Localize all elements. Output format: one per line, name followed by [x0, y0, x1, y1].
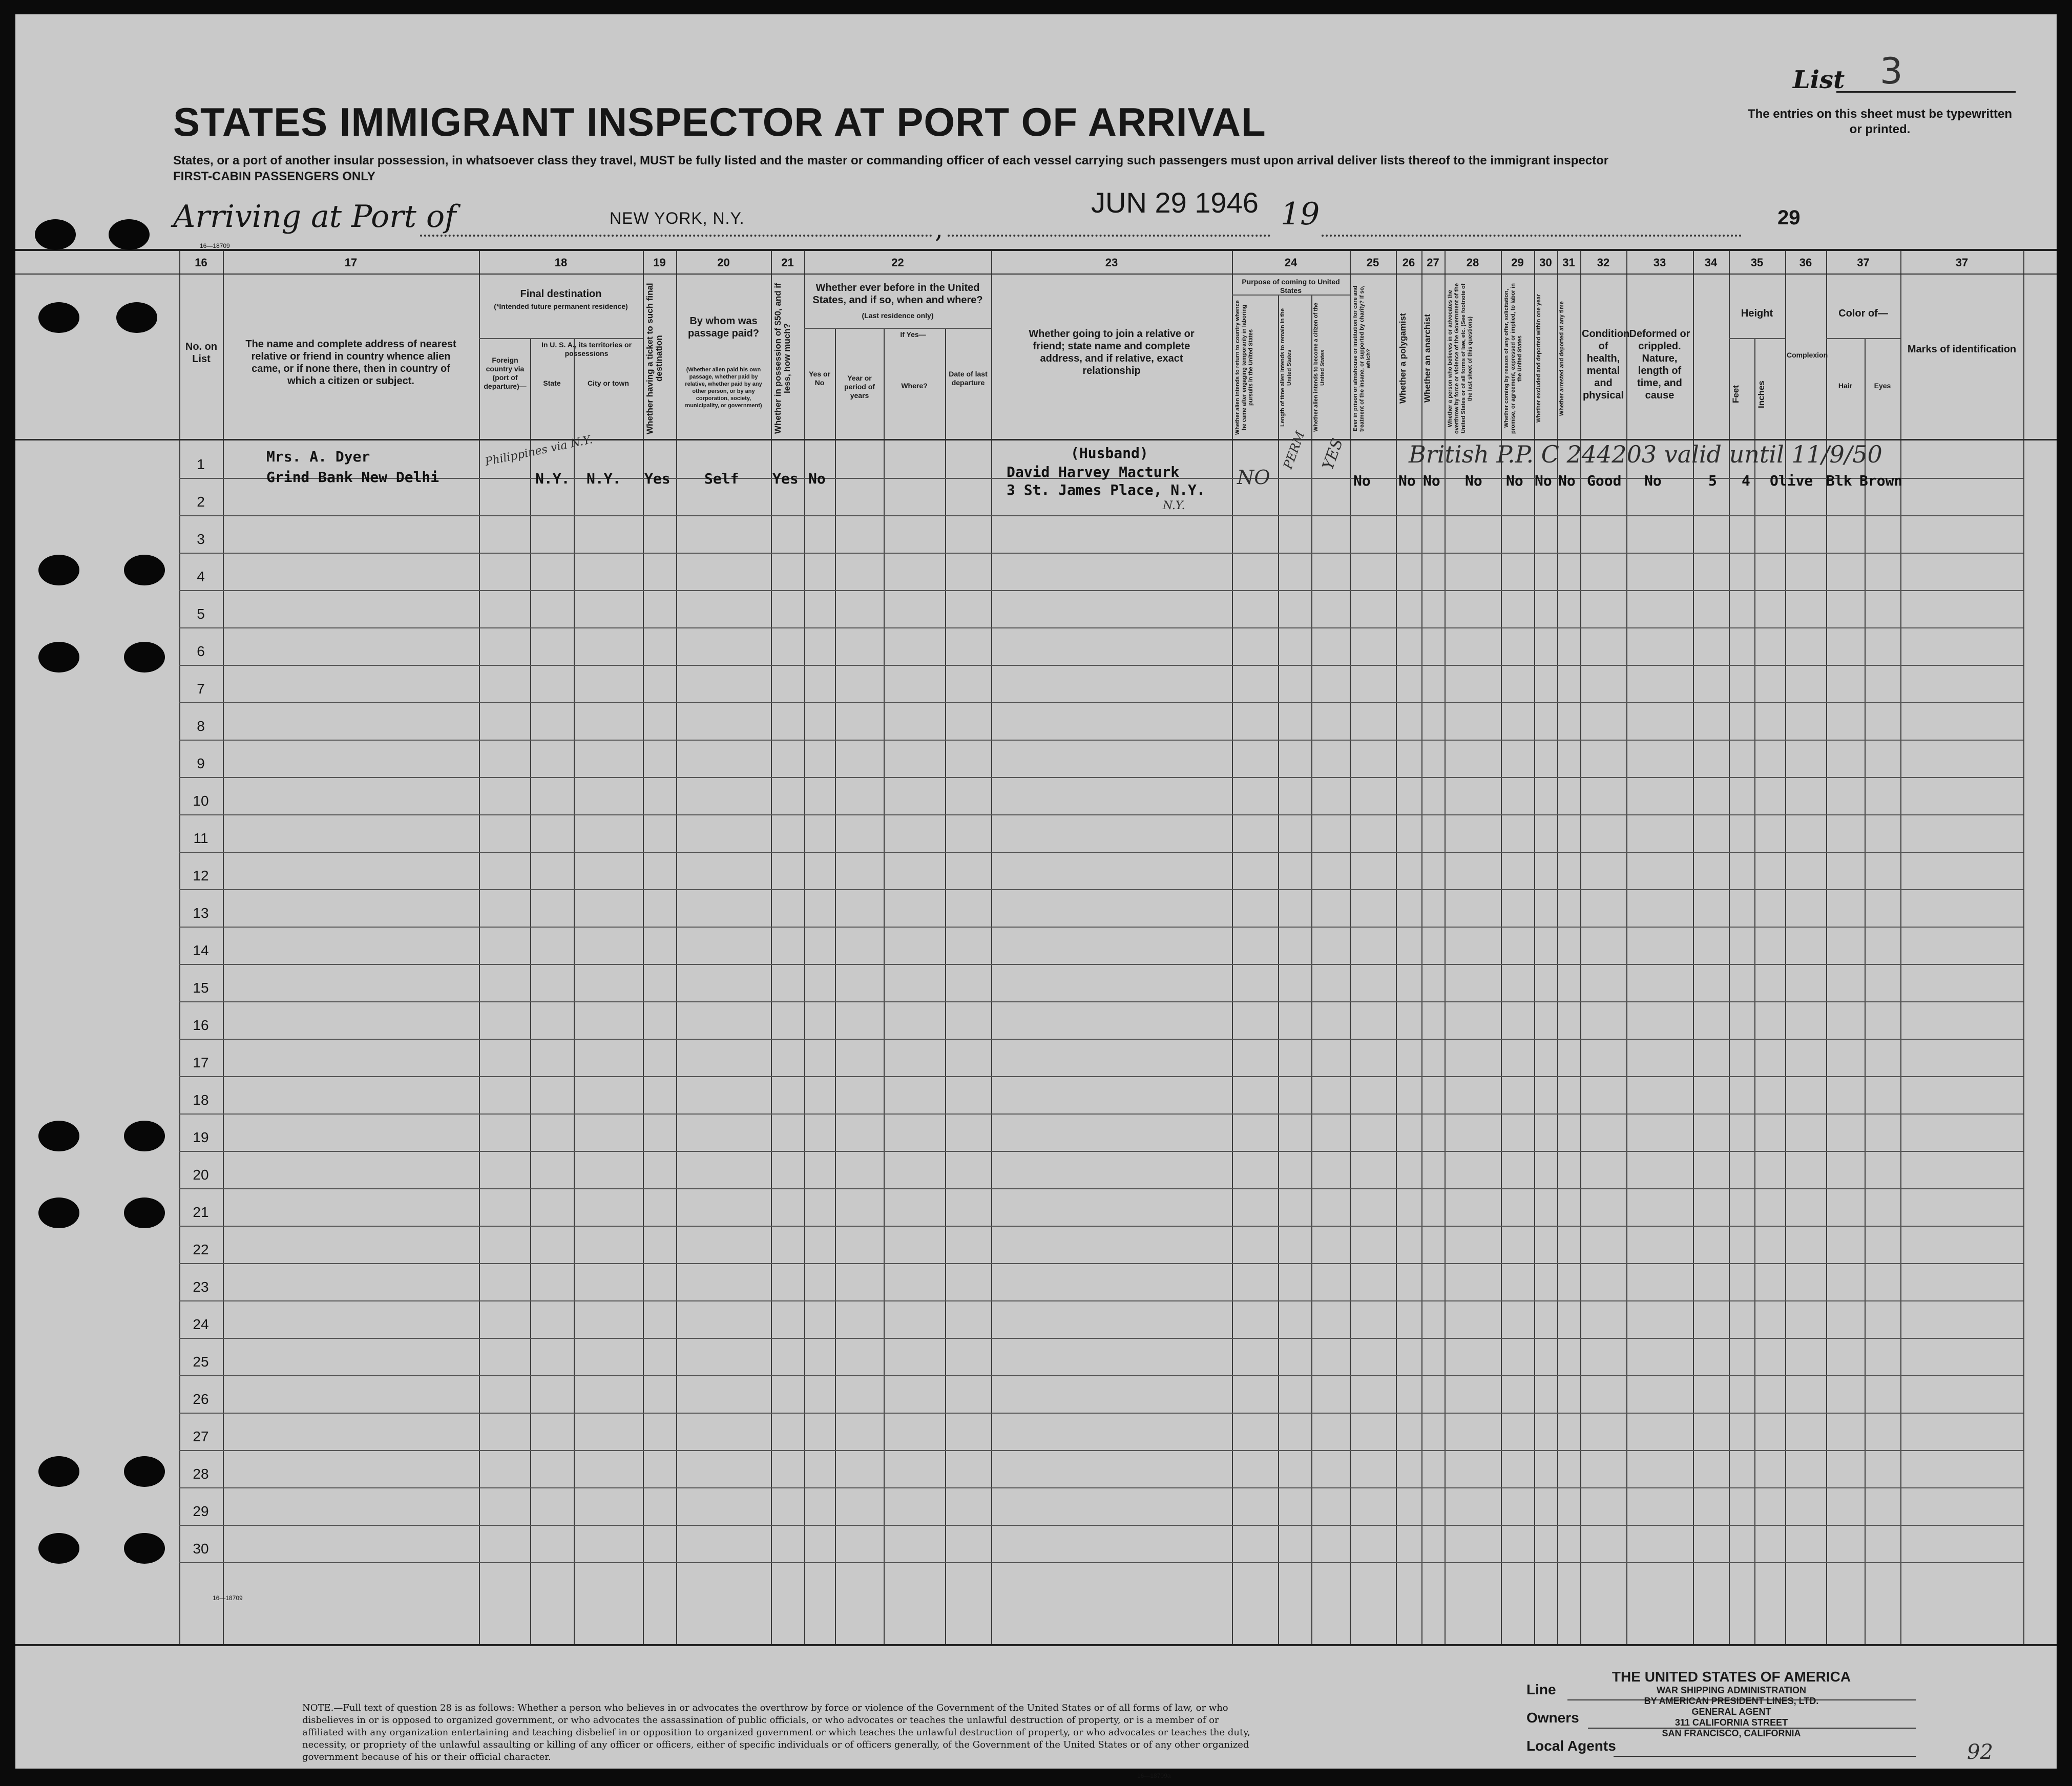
row-number: 18: [193, 1092, 209, 1108]
punch-hole: [38, 1533, 79, 1564]
row-line: [179, 515, 2023, 516]
row-number: 3: [197, 531, 205, 547]
header-health: Condition of health, mental and physical: [1582, 328, 1630, 401]
row-line: [179, 1413, 2023, 1414]
row-number: 23: [193, 1279, 209, 1295]
entry-relative-name: Mrs. A. Dyer: [266, 448, 370, 465]
colnum-19: 19: [653, 256, 666, 269]
row-number: 17: [193, 1055, 209, 1070]
row-number: 30: [193, 1541, 209, 1557]
colnum-27: 27: [1427, 256, 1439, 269]
header-height: Height: [1741, 308, 1773, 319]
port-value: NEW YORK, N.Y.: [610, 209, 745, 227]
header-if-yes: If Yes—: [900, 330, 926, 339]
entry-q28: No: [1465, 472, 1482, 489]
header-deformed: Deformed or crippled. Nature, length of time, and cause: [1629, 328, 1690, 401]
row-line: [179, 1338, 2023, 1339]
header-purpose-citizen: Whether alien intends to become a citizen of the United States: [1313, 303, 1326, 432]
punch-hole: [124, 555, 165, 585]
row-line: [179, 889, 2023, 890]
row-number: 10: [193, 793, 209, 809]
stamp-line-4: GENERAL AGENT: [1691, 1707, 1771, 1717]
entry-purpose-length: PERM: [1281, 429, 1308, 471]
row-number: 12: [193, 868, 209, 884]
header-nearest-relative: The name and complete address of nearest relative or friend in country whence alien came, or if none there, then in country of which a citizen or subject.: [245, 339, 456, 387]
instructions: [173, 153, 1710, 184]
entry-join-name: David Harvey Macturk: [1007, 464, 1180, 480]
punch-hole: [38, 1197, 79, 1228]
row-line: [179, 1188, 2023, 1189]
colnum-30: 30: [1539, 256, 1552, 269]
header-q30: Whether excluded and deported within one year: [1536, 294, 1542, 423]
header-q28: Whether a person who believes in or advocates the overthrow by force or violence of the Government of the United States or of all forms of law, etc. (See footnote of the last sheet of this questions): [1447, 283, 1473, 434]
entry-join-address: 3 St. James Place, N.Y.: [1007, 481, 1205, 498]
header-year: Year or period of years: [844, 374, 875, 400]
manifest-sheet: [15, 14, 2057, 1779]
header-join-relative: Whether going to join a relative or friend; state name and complete address, and if relative, exact relationship: [1029, 328, 1195, 376]
header-where: Where?: [901, 382, 928, 390]
row-line: [179, 702, 2023, 703]
header-complexion: Complexion: [1787, 351, 1828, 359]
header-before-sub: (Last residence only): [862, 311, 934, 320]
row-number: 13: [193, 905, 209, 921]
entry-q31: No: [1558, 472, 1576, 489]
entry-has-50: Yes: [772, 470, 799, 487]
row-number: 29: [193, 1503, 209, 1519]
row-line: [179, 1525, 2023, 1526]
row-number: 19: [193, 1129, 209, 1145]
colnum-29: 29: [1511, 256, 1524, 269]
entry-hair: Blk: [1826, 472, 1852, 489]
entry-relative-address: Grind Bank New Delhi: [266, 469, 439, 486]
port-dotline: [420, 235, 932, 237]
row-line: [179, 740, 2023, 741]
header-city: City or town: [588, 379, 629, 387]
form-number-footnote: 16—18709a: [1137, 1772, 1171, 1779]
entry-before-in-us: No: [808, 470, 826, 487]
header-q29: Whether coming by reason of any offer, solicitation, promise, or agreement, expressed or implied, to labor in the United States: [1503, 283, 1523, 434]
entry-join-note: N.Y.: [1163, 499, 1185, 512]
row-number: 16: [193, 1017, 209, 1033]
list-label: List: [1793, 66, 1845, 94]
header-prison: Ever in prison or almshouse or institution for care and treatment of the insane, or supported by charity? If so, which?: [1352, 285, 1372, 432]
colnum-28: 28: [1466, 256, 1479, 269]
header-last-departure: Date of last departure: [949, 370, 988, 387]
header-before-in-us: Whether ever before in the United States, and if so, when and where?: [812, 282, 983, 306]
colnum-16: 16: [195, 256, 207, 269]
header-feet: Feet: [1731, 385, 1741, 404]
header-ticket: Whether having a ticket to such final destination: [645, 283, 664, 434]
header-q31: Whether arrested and deported at any time: [1559, 301, 1565, 416]
header-passage-paid: By whom was passage paid?: [688, 316, 759, 339]
entry-q26: No: [1398, 472, 1416, 489]
header-final-destination: Final destination: [520, 288, 602, 300]
header-purpose-length: Length of time alien intends to remain in the United States: [1280, 308, 1292, 427]
colnum-24: 24: [1284, 256, 1297, 269]
entry-feet: 5: [1708, 472, 1717, 489]
list-underline: [1836, 91, 2016, 93]
stamp-line-5: 311 CALIFORNIA STREET: [1675, 1717, 1788, 1728]
row-line: [179, 1001, 2023, 1002]
row-line: [179, 665, 2023, 666]
row-number: 25: [193, 1354, 209, 1370]
stamp-line-2: WAR SHIPPING ADMINISTRATION: [1657, 1685, 1806, 1695]
year-suffix: 29: [1777, 206, 1801, 229]
colnum-26: 26: [1402, 256, 1415, 269]
header-anarchist: Whether an anarchist: [1422, 314, 1432, 403]
header-in-usa: In U. S. A., its territories or possessions: [541, 341, 632, 358]
row-number: 9: [197, 755, 205, 771]
form-number-top: 16—18709: [200, 242, 230, 249]
row-line: [179, 1263, 2023, 1264]
header-polygamist: Whether a polygamist: [1398, 313, 1408, 404]
form-number-bottom: 16—18709: [213, 1594, 243, 1602]
colnum-33: 33: [1653, 256, 1666, 269]
punch-hole: [124, 1197, 165, 1228]
row-line: [179, 1151, 2023, 1152]
punch-hole: [124, 1121, 165, 1151]
punch-hole: [124, 642, 165, 673]
row-number: 7: [197, 681, 205, 697]
entry-passport-annotation: British P.P. C 244203 valid until 11/9/50: [1409, 440, 1882, 468]
row-line: [179, 627, 2023, 628]
date-stamp: JUN 29 1946: [1091, 186, 1259, 219]
punch-hole: [38, 1456, 79, 1487]
colnum-25: 25: [1366, 256, 1379, 269]
row-line: [179, 590, 2023, 591]
page-title: STATES IMMIGRANT INSPECTOR AT PORT OF ARRIVAL: [173, 99, 1266, 144]
header-hair: Hair: [1838, 382, 1853, 390]
entry-q29: No: [1506, 472, 1523, 489]
header-no-on-list: No. on List: [185, 341, 218, 365]
row-line: [179, 814, 2023, 815]
row-number: 11: [193, 830, 208, 846]
owners-label: Owners: [1526, 1710, 1579, 1726]
row-line: [179, 964, 2023, 965]
row-line: [179, 927, 2023, 928]
line-label: Line: [1526, 1682, 1556, 1697]
row-number: 22: [193, 1242, 209, 1257]
typewritten-note: The entries on this sheet must be typewritten or printed.: [1747, 107, 2013, 136]
header-marks: Marks of identification: [1907, 344, 2017, 355]
entry-city: N.Y.: [587, 470, 621, 487]
entry-deformed: No: [1644, 472, 1662, 489]
arriving-label: Arriving at Port of: [173, 199, 456, 235]
header-purpose: Purpose of coming to United States: [1242, 278, 1340, 295]
comma-mark: ,: [935, 214, 943, 244]
entry-q30: No: [1535, 472, 1552, 489]
punch-hole: [124, 1456, 165, 1487]
entry-q27: No: [1423, 472, 1440, 489]
entry-ticket: Yes: [644, 470, 671, 487]
local-agents-label: Local Agents: [1526, 1738, 1616, 1754]
punch-hole: [35, 219, 76, 250]
row-line: [179, 553, 2023, 554]
row-number: 26: [193, 1391, 209, 1407]
stamp-line-3: BY AMERICAN PRESIDENT LINES, LTD.: [1644, 1696, 1819, 1706]
colnum-32: 32: [1597, 256, 1610, 269]
colnum-34: 34: [1704, 256, 1718, 269]
punch-hole: [109, 219, 150, 250]
row-line: [179, 1076, 2023, 1077]
row-number: 2: [197, 494, 205, 510]
row-number: 24: [193, 1316, 209, 1332]
entry-paid-by: Self: [704, 470, 739, 487]
row-number: 27: [193, 1428, 209, 1444]
colnum-36: 36: [1799, 256, 1812, 269]
entry-complexion: Olive: [1770, 472, 1813, 489]
row-number: 4: [197, 569, 205, 584]
entry-eyes: Brown: [1859, 472, 1903, 489]
punch-hole: [124, 1533, 165, 1564]
agent-stamp: [1552, 1669, 1911, 1739]
header-inches: Inches: [1756, 381, 1766, 408]
punch-hole: [38, 1121, 79, 1151]
entry-q25: No: [1353, 472, 1371, 489]
header-yes-no: Yes or No: [808, 370, 831, 387]
row-line: [179, 1113, 2023, 1115]
row-number: 14: [193, 942, 209, 958]
row-number: 1: [197, 456, 205, 472]
header-color-of: Color of—: [1838, 308, 1888, 319]
entry-purpose-citizen: YES: [1319, 436, 1347, 472]
row-number: 5: [197, 606, 205, 622]
row-number: 8: [197, 718, 205, 734]
stamp-line-1: THE UNITED STATES OF AMERICA: [1611, 1669, 1851, 1685]
row-line: [179, 1300, 2023, 1301]
entry-foreign-via: Philippines via N.Y.: [484, 433, 594, 469]
row-number: 28: [193, 1466, 209, 1482]
colnum-35: 35: [1750, 256, 1764, 269]
date-dotline: [948, 235, 1270, 237]
colnum-37: 37: [1857, 256, 1870, 269]
year-dotline: [1322, 235, 1742, 237]
instructions-text: States, or a port of another insular possession, in whatsoever class they travel, MUST be fully listed and the master or commanding officer of each vessel carrying such passengers must upon arrival deliver lists thereof to the immigrant inspector: [173, 154, 1609, 167]
header-purpose-return: Whether alien intends to return to country whence he came after engaging temporarily in laboring pursuits in the United States: [1234, 300, 1254, 435]
entry-inches: 4: [1742, 472, 1750, 489]
entry-purpose-return: NO: [1237, 466, 1270, 489]
header-final-destination-sub: (*Intended future permanent residence): [494, 302, 628, 310]
row-line: [179, 1487, 2023, 1488]
colnum-38: 37: [1955, 256, 1969, 269]
footnote: NOTE.—Full text of question 28 is as follows: Whether a person who believes in or advocates the overthrow by force or violence of the Government of the United States or of all forms of law, or who disbelieves in or is opposed to organized government, or who advocates the assassination of public officials, or who advocates or teaches the unlawful destruction of property, or is a member of or affiliated with any organization entertaining and teaching disbelief in or opposition to organized government or which teaches the unlawful destruction of property, or who advocates or teaches the duty, necessity, or propriety of the unlawful assaulting or killing of any officer or officers, either of specific individuals or of officers generally, of the Government of the United States or of any other organized government because of his or their official character.: [302, 1703, 1250, 1762]
colnum-18: 18: [554, 256, 568, 269]
year-prefix: 19: [1281, 196, 1320, 232]
row-line: [179, 1375, 2023, 1376]
row-number: 6: [197, 643, 205, 659]
manifest-table: [15, 249, 2057, 1646]
entry-state: N.Y.: [535, 470, 570, 487]
row-number: 15: [193, 980, 209, 996]
row-line: [179, 1562, 2023, 1563]
stamp-line-6: SAN FRANCISCO, CALIFORNIA: [1662, 1728, 1801, 1738]
row-line: [179, 777, 2023, 778]
colnum-31: 31: [1562, 256, 1575, 269]
header-has-50: Whether in possession of $50, and if less, how much?: [773, 283, 792, 434]
row-line: [179, 1226, 2023, 1227]
class-note: FIRST-CABIN PASSENGERS ONLY: [173, 170, 375, 183]
colnum-17: 17: [344, 256, 358, 269]
colnum-20: 20: [717, 256, 730, 269]
row-line: [179, 1039, 2023, 1040]
punch-hole: [116, 302, 157, 333]
row-number: 21: [193, 1204, 209, 1220]
header-foreign-country: Foreign country via (port of departure)—: [484, 356, 527, 390]
header-state: State: [543, 379, 561, 387]
row-line: [179, 1450, 2023, 1451]
entry-health: Good: [1587, 472, 1622, 489]
colnum-21: 21: [781, 256, 794, 269]
list-number: 3: [1880, 50, 1903, 92]
punch-hole: [38, 555, 79, 585]
header-eyes: Eyes: [1874, 382, 1891, 390]
colnum-22: 22: [891, 256, 904, 269]
row-line: [179, 852, 2023, 853]
colnum-23: 23: [1105, 256, 1118, 269]
punch-hole: [38, 302, 79, 333]
row-number: 20: [193, 1167, 209, 1183]
corner-mark: 92: [1967, 1740, 1993, 1764]
entry-relationship: (Husband): [1071, 445, 1148, 461]
header-passage-paid-note: (Whether alien paid his own passage, whether paid by relative, whether paid by any other person, or by any corporation, society, municipality, or government): [685, 367, 762, 409]
punch-hole: [38, 642, 79, 673]
